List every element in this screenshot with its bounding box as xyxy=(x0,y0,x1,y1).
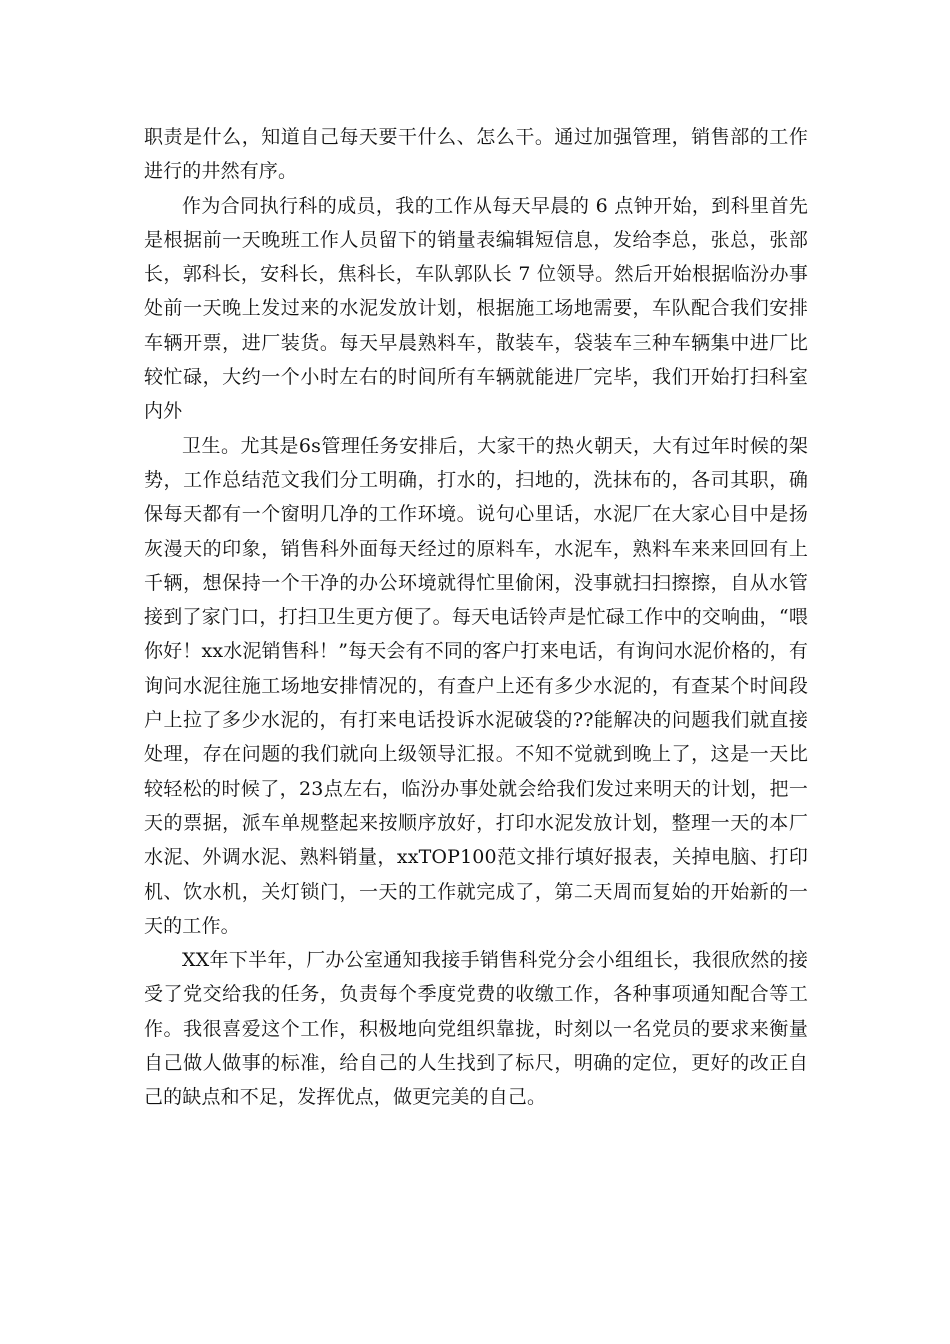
paragraph-1: 职责是什么，知道自己每天要干什么、怎么干。通过加强管理，销售部的工作进行的井然有序。 xyxy=(144,126,808,183)
paragraph-2: 作为合同执行科的成员，我的工作从每天早晨的 6 点钟开始，到科里首先是根据前一天晚班工作人员留下的销量表编辑短信息，发给李总，张总，张部长，郭科长，安科长，焦科长，车队郭队长 7 位领导。然后开始根据临汾办事处前一天晚上发过来的水泥发放计划，根据施工场地需要，车队配合我们安排车辆开票，进厂装货。每天早晨熟料车，散装车，袋装车三种车辆集中进厂比较忙碌，大约一个小时左右的时间所有车辆就能进厂完毕，我们开始打扫科室内外 xyxy=(144,194,808,423)
paragraph-4: XX年下半年，厂办公室通知我接手销售科党分会小组组长，我很欣然的接受了党交给我的任务，负责每个季度党费的收缴工作，各种事项通知配合等工作。我很喜爱这个工作，积极地向党组织靠拢，时刻以一名党员的要求来衡量自己做人做事的标准，给自己的人生找到了标尺，明确的定位，更好的改正自己的缺点和不足，发挥优点，做更完美的自己。 xyxy=(144,949,808,1109)
paragraph-3: 卫生。尤其是6s管理任务安排后，大家干的热火朝天，大有过年时候的架势，工作总结范文我们分工明确，打水的，扫地的，洗抹布的，各司其职，确保每天都有一个窗明几净的工作环境。说句心里话，水泥厂在大家心目中是扬灰漫天的印象，销售科外面每天经过的原料车，水泥车，熟料车来来回回有上千辆，想保持一个干净的办公环境就得忙里偷闲，没事就扫扫擦擦，自从水管接到了家门口，打扫卫生更方便了。每天电话铃声是忙碌工作中的交响曲，“喂你好！xx水泥销售科！”每天会有不同的客户打来电话，有询问水泥价格的，有询问水泥往施工场地安排情况的，有查户上还有多少水泥的，有查某个时间段户上拉了多少水泥的，有打来电话投诉水泥破袋的??能解决的问题我们就直接处理，存在问题的我们就向上级领导汇报。不知不觉就到晚上了，这是一天比较轻松的时候了，23点左右，临汾办事处就会给我们发过来明天的计划，把一天的票据，派车单规整起来按顺序放好，打印水泥发放计划，整理一天的本厂水泥、外调水泥、熟料销量，xxTOP100范文排行填好报表，关掉电脑、打印机、饮水机，关灯锁门，一天的工作就完成了，第二天周而复始的开始新的一天的工作。 xyxy=(144,434,808,937)
document-body xyxy=(144,120,808,1115)
